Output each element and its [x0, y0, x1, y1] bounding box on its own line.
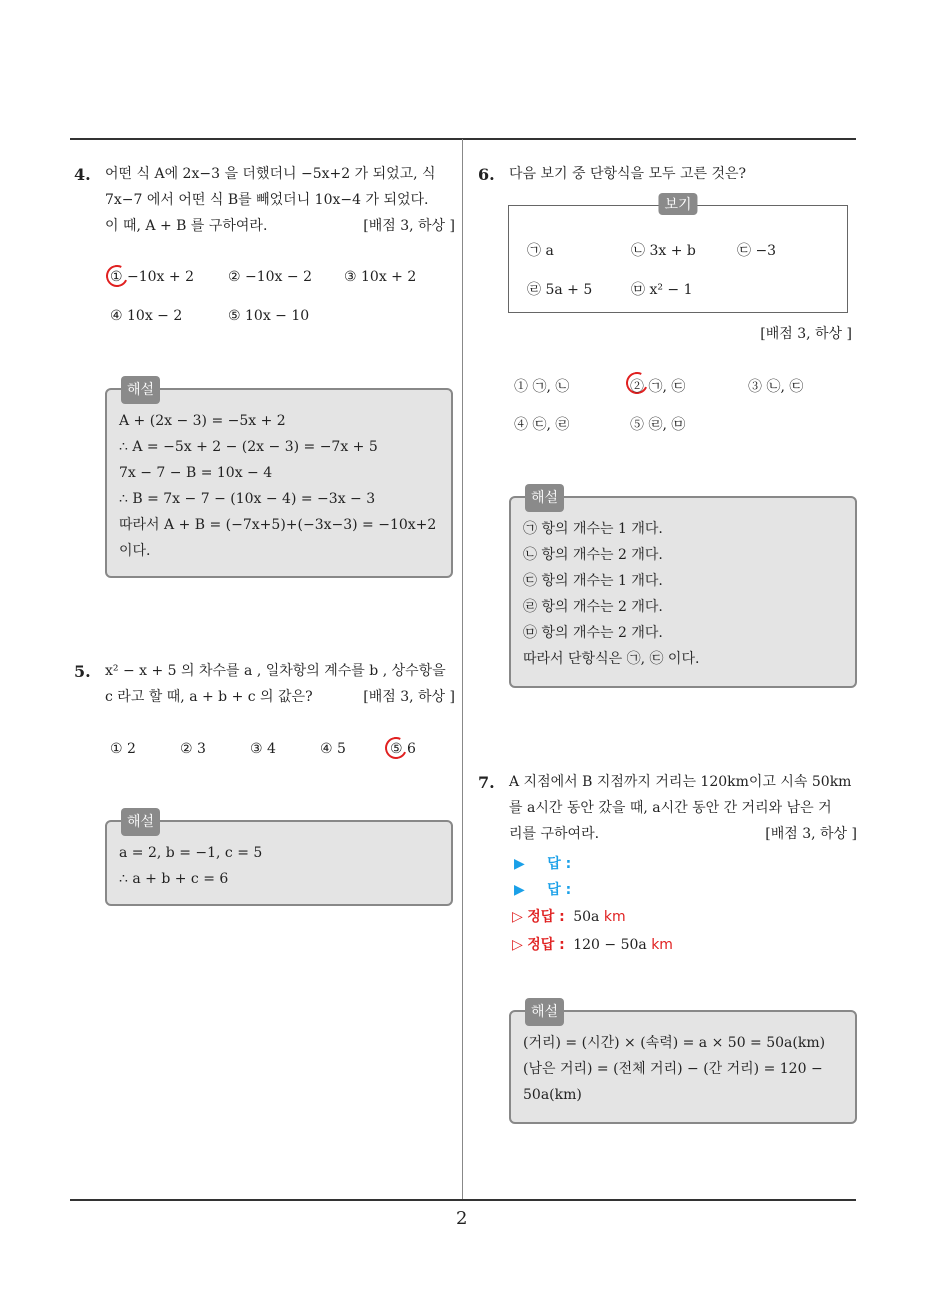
q6-bogi-item: ㉠ a [527, 243, 554, 259]
q7-exp-line: (남은 거리) = (전체 거리) − (간 거리) = 120 − [523, 1061, 823, 1077]
page-number: 2 [456, 1208, 468, 1229]
filled-triangle-icon: ▶ [514, 882, 525, 898]
q5-option-5[interactable]: ⑤ 6 [390, 741, 416, 757]
q5-exp-line: a = 2, b = −1, c = 5 [119, 845, 263, 861]
q5-option-3[interactable]: ③ 4 [250, 741, 276, 757]
q4-line3: 이 때, A + B 를 구하여라. [105, 218, 268, 234]
q4-explanation-box [105, 382, 453, 578]
q7-explanation-tag: 해설 [525, 998, 564, 1026]
q6-bogi-box [508, 197, 848, 313]
outline-triangle-icon: ▷ [512, 909, 523, 925]
q6-exp-line: ㉠ 항의 개수는 1 개다. [523, 521, 663, 537]
q4-exp-line: ∴ B = 7x − 7 − (10x − 4) = −3x − 3 [119, 491, 376, 507]
q5-text [105, 658, 455, 710]
q7-answer-line-2[interactable] [514, 879, 571, 899]
q5-option-1[interactable]: ① 2 [110, 741, 136, 757]
q4-line1: 어떤 식 A에 2x−3 을 더했더니 −5x+2 가 되었고, 식 [105, 166, 436, 182]
q5-exp-line: ∴ a + b + c = 6 [119, 871, 229, 887]
q6-bogi-item: ㉤ x² − 1 [631, 282, 693, 298]
q7-unit: km [603, 909, 626, 925]
q4-text [105, 161, 455, 239]
q6-exp-line: ㉣ 항의 개수는 2 개다. [523, 599, 663, 615]
q5-line2: c 라고 할 때, a + b + c 의 값은? [105, 689, 313, 705]
filled-triangle-icon: ▶ [514, 856, 525, 872]
column-divider [462, 139, 463, 1201]
q4-number: 4. [74, 165, 91, 184]
q7-answer-line-1[interactable] [514, 853, 571, 873]
q6-number: 6. [478, 165, 495, 184]
q4-exp-line: A + (2x − 3) = −5x + 2 [119, 413, 286, 429]
q4-option-4[interactable]: ④ 10x − 2 [110, 308, 183, 324]
q7-correct-line-1 [512, 906, 626, 926]
q5-meta: [배점 3, 하상 ] [363, 689, 455, 705]
q4-option-5[interactable]: ⑤ 10x − 10 [228, 308, 310, 324]
q7-correct-value: 120 − 50a [573, 937, 647, 953]
q7-line1: A 지점에서 B 지점까지 거리는 120km이고 시속 50km [509, 774, 852, 790]
q7-line3: 리를 구하여라. [509, 826, 600, 842]
q7-correct-label: 정답 : [527, 937, 565, 953]
q4-meta: [배점 3, 하상 ] [363, 218, 455, 234]
q6-exp-line: ㉢ 항의 개수는 1 개다. [523, 573, 663, 589]
q5-explanation-box [105, 814, 453, 906]
top-rule [70, 138, 856, 140]
q5-option-2[interactable]: ② 3 [180, 741, 206, 757]
q6-option-4[interactable]: ④ ㉢, ㉣ [514, 417, 570, 433]
q5-option-4[interactable]: ④ 5 [320, 741, 346, 757]
q6-bogi-item: ㉡ 3x + b [631, 243, 696, 259]
q7-answer-label: 답 : [547, 856, 572, 872]
q7-exp-line: (거리) = (시간) × (속력) = a × 50 = 50a(km) [523, 1035, 826, 1051]
q6-option-5[interactable]: ⑤ ㉣, ㉤ [630, 417, 686, 433]
bottom-rule [70, 1199, 856, 1201]
q4-exp-line: 따라서 A + B = (−7x+5)+(−3x−3) = −10x+2 [119, 517, 437, 533]
q7-text [509, 769, 857, 847]
q4-option-1[interactable]: ① −10x + 2 [110, 269, 194, 285]
q7-correct-value: 50a [573, 909, 600, 925]
q7-correct-label: 정답 : [527, 909, 565, 925]
outline-triangle-icon: ▷ [512, 937, 523, 953]
q5-number: 5. [74, 662, 91, 681]
q7-meta: [배점 3, 하상 ] [765, 826, 857, 842]
q4-option-2[interactable]: ② −10x − 2 [228, 269, 312, 285]
q6-exp-line: ㉡ 항의 개수는 2 개다. [523, 547, 663, 563]
q6-bogi-tag: 보기 [658, 193, 697, 215]
q6-line1: 다음 보기 중 단항식을 모두 고른 것은? [509, 166, 747, 182]
q7-correct-line-2 [512, 934, 673, 954]
q7-number: 7. [478, 773, 495, 792]
q6-option-1[interactable]: ① ㉠, ㉡ [514, 379, 570, 395]
q6-bogi-item: ㉢ −3 [737, 243, 777, 259]
q4-exp-line: 7x − 7 − B = 10x − 4 [119, 465, 273, 481]
q4-exp-line: 이다. [119, 543, 151, 559]
q6-bogi-item: ㉣ 5a + 5 [527, 282, 593, 298]
q6-meta: [배점 3, 하상 ] [760, 326, 852, 342]
q5-explanation-tag: 해설 [121, 808, 160, 836]
q4-explanation-tag: 해설 [121, 376, 160, 404]
q6-exp-line: 따라서 단항식은 ㉠, ㉢ 이다. [523, 651, 700, 667]
q6-explanation-tag: 해설 [525, 484, 564, 512]
q7-exp-line: 50a(km) [523, 1087, 582, 1103]
q4-line2: 7x−7 에서 어떤 식 B를 빼었더니 10x−4 가 되었다. [105, 192, 429, 208]
q7-unit: km [651, 937, 673, 953]
q7-line2: 를 a시간 동안 갔을 때, a시간 동안 간 거리와 남은 거 [509, 800, 832, 816]
q5-line1: x² − x + 5 의 차수를 a , 일차항의 계수를 b , 상수항을 [105, 663, 446, 679]
q4-exp-line: ∴ A = −5x + 2 − (2x − 3) = −7x + 5 [119, 439, 378, 455]
q6-option-2[interactable]: ② ㉠, ㉢ [630, 379, 686, 395]
q6-explanation-box [509, 490, 857, 688]
q6-exp-line: ㉤ 항의 개수는 2 개다. [523, 625, 663, 641]
q7-answer-label: 답 : [547, 882, 572, 898]
q6-option-3[interactable]: ③ ㉡, ㉢ [748, 379, 804, 395]
q4-option-3[interactable]: ③ 10x + 2 [344, 269, 417, 285]
q7-explanation-box [509, 1004, 857, 1124]
